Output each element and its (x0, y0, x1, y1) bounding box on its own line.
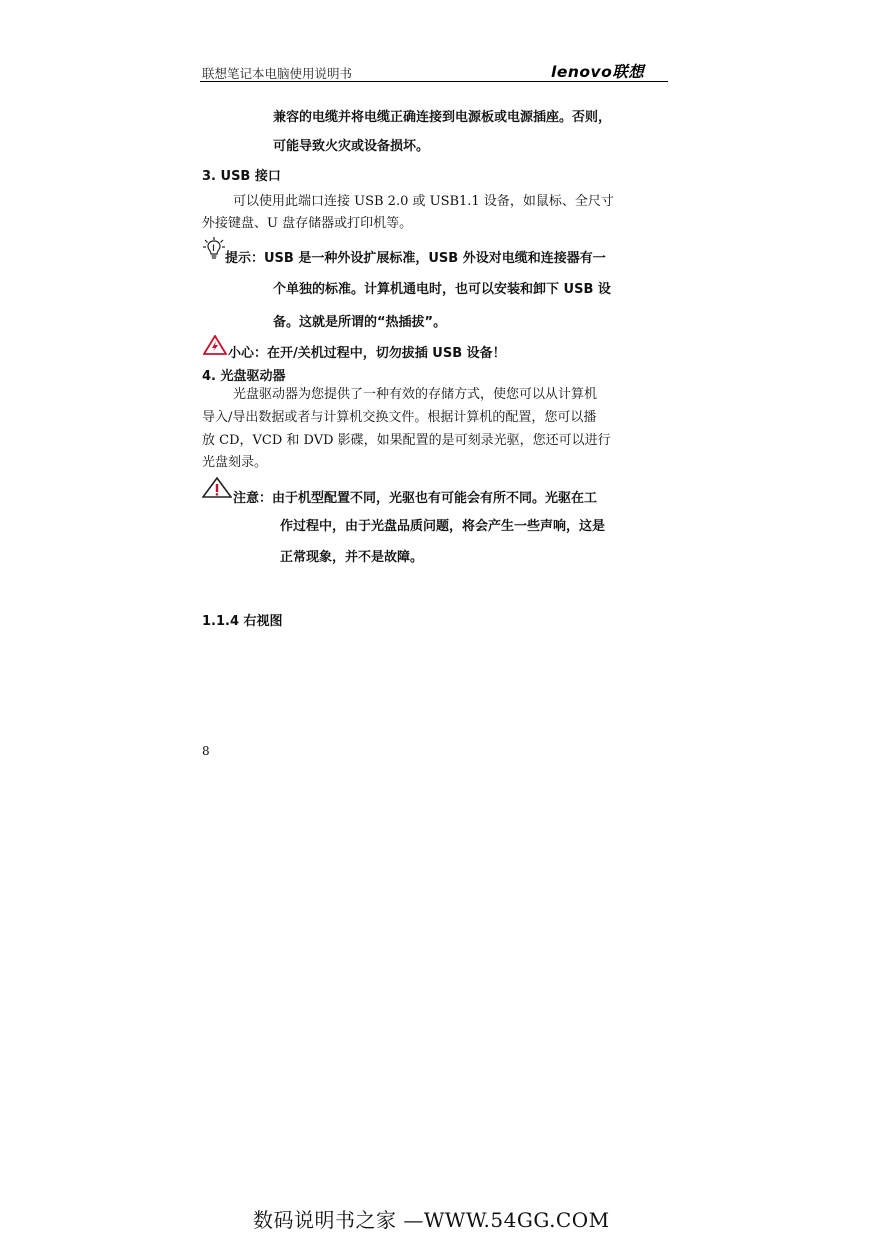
tip-line3: 备。这就是所谓的“热插拔”。 (273, 315, 447, 330)
section4-paragraph-line4: 光盘刻录。 (202, 455, 268, 470)
warning-continuation-line1: 兼容的电缆并将电缆正确连接到电源板或电源插座。否则， (273, 110, 612, 125)
subsection-heading: 1.1.4 右视图 (202, 614, 283, 629)
tip-line2: 个单独的标准。计算机通电时，也可以安装和卸下 USB 设 (273, 282, 611, 297)
note-line1: 注意：由于机型配置不同，光驱也有可能会有所不同。光驱在工 (233, 491, 598, 506)
section3-paragraph-line2: 外接键盘、U 盘存储器或打印机等。 (202, 216, 413, 231)
lightning-warning-icon (203, 335, 227, 355)
note-line3: 正常现象，并不是故障。 (280, 550, 424, 565)
note-line2: 作过程中，由于光盘品质问题，将会产生一些声响，这是 (280, 519, 606, 534)
section4-heading: 4. 光盘驱动器 (202, 369, 286, 384)
header-title: 联想笔记本电脑使用说明书 (202, 66, 353, 81)
exclamation-warning-icon (202, 477, 232, 499)
header-divider (200, 81, 668, 82)
section4-paragraph-line2: 导入/导出数据或者与计算机交换文件。根据计算机的配置，您可以播 (202, 410, 597, 425)
caution-text: 小心：在开/关机过程中，切勿拔插 USB 设备！ (228, 346, 506, 361)
lightbulb-icon (202, 236, 226, 262)
warning-continuation-line2: 可能导致火灾或设备损坏。 (273, 139, 430, 154)
page-number: 8 (202, 744, 210, 758)
tip-line1: 提示：USB 是一种外设扩展标准，USB 外设对电缆和连接器有一 (225, 251, 606, 266)
watermark-text: 数码说明书之家 —WWW.54GG.COM (253, 1208, 610, 1232)
section4-paragraph-line1: 光盘驱动器为您提供了一种有效的存储方式，使您可以从计算机 (233, 387, 598, 402)
logo-text: lenovo联想 (551, 63, 645, 81)
section3-paragraph-line1: 可以使用此端口连接 USB 2.0 或 USB1.1 设备，如鼠标、全尺寸 (233, 194, 614, 209)
section3-heading: 3. USB 接口 (202, 169, 281, 184)
lenovo-logo (551, 60, 644, 82)
section4-paragraph-line3: 放 CD，VCD 和 DVD 影碟，如果配置的是可刻录光驱，您还可以进行 (202, 433, 611, 448)
